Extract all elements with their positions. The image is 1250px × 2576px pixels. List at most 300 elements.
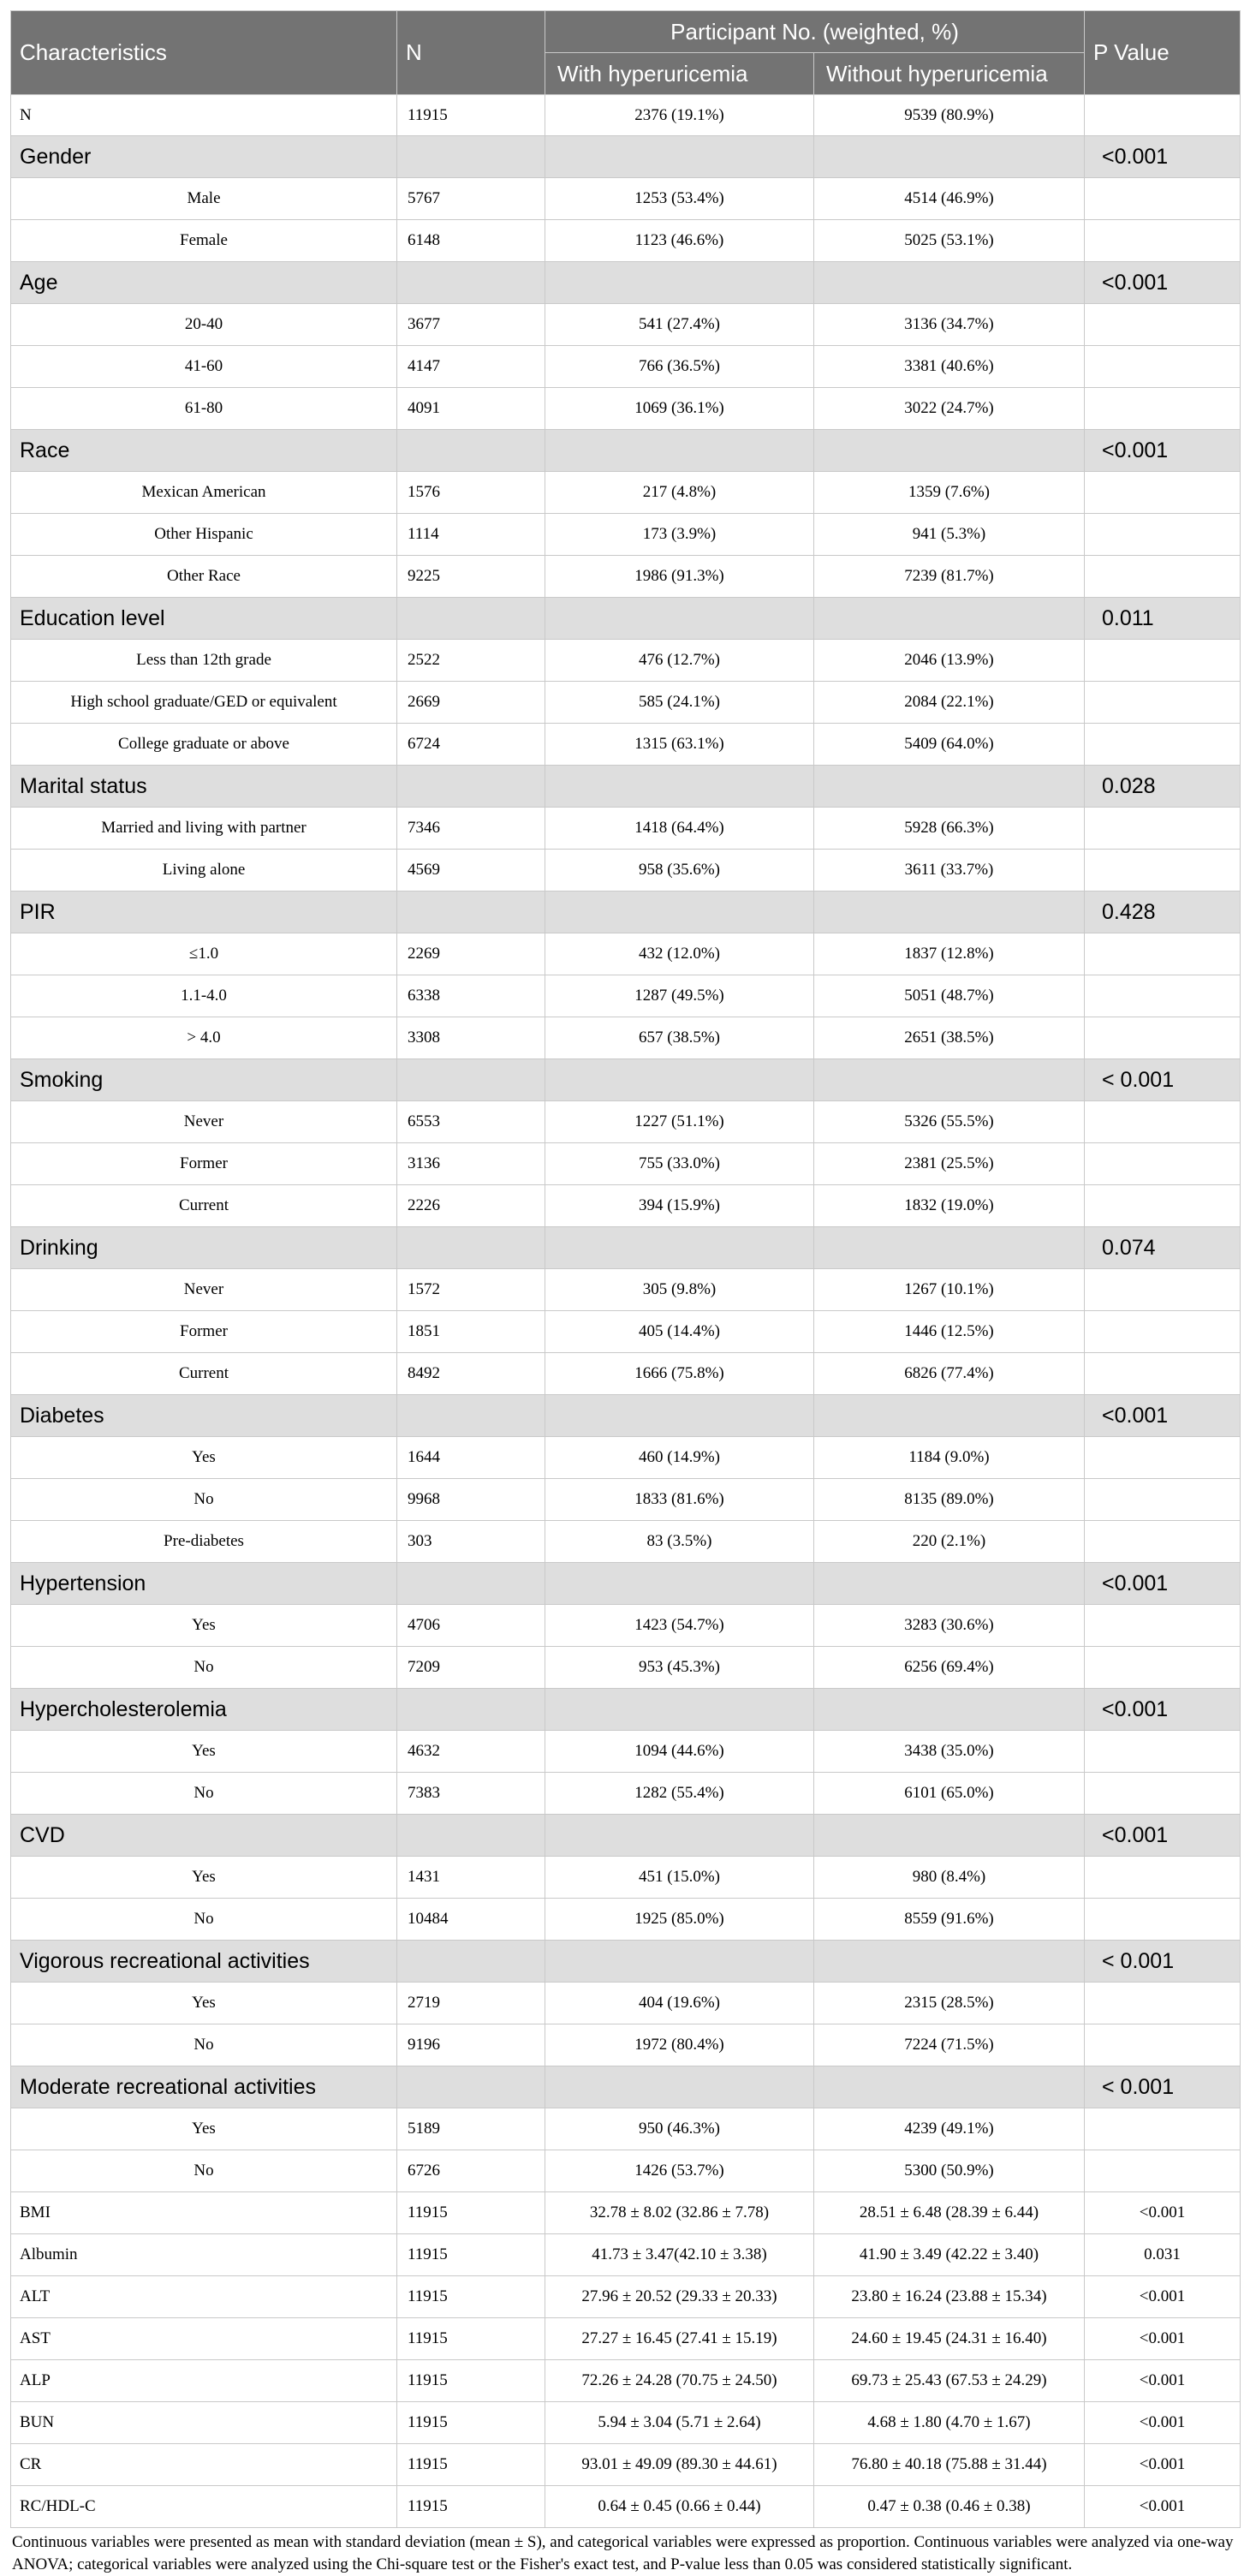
table-row xyxy=(11,2234,1241,2276)
table-row xyxy=(11,682,1241,724)
cell-n: 6553 xyxy=(397,1101,545,1143)
cell-p-value: <0.001 xyxy=(1085,2402,1241,2444)
cell-with xyxy=(545,1395,814,1437)
cell-characteristic: Current xyxy=(11,1185,397,1227)
cell-characteristic: High school graduate/GED or equivalent xyxy=(11,682,397,724)
cell-n xyxy=(397,766,545,808)
cell-characteristic: Male xyxy=(11,178,397,220)
cell-n xyxy=(397,262,545,304)
cell-characteristic: Female xyxy=(11,220,397,262)
characteristics-table xyxy=(10,10,1241,2528)
cell-without: 7224 (71.5%) xyxy=(814,2024,1085,2066)
cell-with: 1253 (53.4%) xyxy=(545,178,814,220)
cell-n xyxy=(397,598,545,640)
table-row xyxy=(11,2192,1241,2234)
cell-with: 755 (33.0%) xyxy=(545,1143,814,1185)
cell-n: 11915 xyxy=(397,95,545,136)
cell-p-value: <0.001 xyxy=(1085,2444,1241,2486)
table-row xyxy=(11,1647,1241,1689)
cell-p-value: <0.001 xyxy=(1085,262,1241,304)
section-label: Education level xyxy=(11,598,397,640)
cell-n: 11915 xyxy=(397,2318,545,2360)
cell-n: 4706 xyxy=(397,1605,545,1647)
cell-without: 2381 (25.5%) xyxy=(814,1143,1085,1185)
cell-with xyxy=(545,2066,814,2108)
cell-characteristic: ALP xyxy=(11,2360,397,2402)
cell-with xyxy=(545,1689,814,1731)
cell-without: 1184 (9.0%) xyxy=(814,1437,1085,1479)
cell-n: 3308 xyxy=(397,1017,545,1059)
section-label: CVD xyxy=(11,1815,397,1857)
cell-n xyxy=(397,1689,545,1731)
table-row xyxy=(11,1269,1241,1311)
cell-characteristic: Mexican American xyxy=(11,472,397,514)
cell-with xyxy=(545,598,814,640)
cell-n xyxy=(397,430,545,472)
cell-without: 23.80 ± 16.24 (23.88 ± 15.34) xyxy=(814,2276,1085,2318)
section-label: Hypercholesterolemia xyxy=(11,1689,397,1731)
table-row xyxy=(11,1605,1241,1647)
header-p-value: P Value xyxy=(1085,11,1241,95)
cell-with: 1227 (51.1%) xyxy=(545,1101,814,1143)
cell-with: 585 (24.1%) xyxy=(545,682,814,724)
header-characteristics: Characteristics xyxy=(11,11,397,95)
cell-with: 460 (14.9%) xyxy=(545,1437,814,1479)
cell-without: 2084 (22.1%) xyxy=(814,682,1085,724)
cell-without xyxy=(814,1689,1085,1731)
cell-p-value xyxy=(1085,1185,1241,1227)
cell-n: 9968 xyxy=(397,1479,545,1521)
table-row xyxy=(11,850,1241,891)
cell-with xyxy=(545,136,814,178)
table-row xyxy=(11,514,1241,556)
cell-without: 2651 (38.5%) xyxy=(814,1017,1085,1059)
cell-with: 173 (3.9%) xyxy=(545,514,814,556)
table-row xyxy=(11,220,1241,262)
cell-without: 1267 (10.1%) xyxy=(814,1269,1085,1311)
cell-characteristic: BUN xyxy=(11,2402,397,2444)
cell-without: 3136 (34.7%) xyxy=(814,304,1085,346)
section-row xyxy=(11,598,1241,640)
table-row xyxy=(11,1185,1241,1227)
cell-n: 1576 xyxy=(397,472,545,514)
cell-with: 72.26 ± 24.28 (70.75 ± 24.50) xyxy=(545,2360,814,2402)
cell-n: 2522 xyxy=(397,640,545,682)
cell-n: 7383 xyxy=(397,1773,545,1815)
cell-n: 4569 xyxy=(397,850,545,891)
cell-without xyxy=(814,262,1085,304)
cell-n xyxy=(397,1563,545,1605)
cell-n: 1114 xyxy=(397,514,545,556)
table-row xyxy=(11,2444,1241,2486)
cell-characteristic: No xyxy=(11,1899,397,1941)
cell-without xyxy=(814,766,1085,808)
cell-n xyxy=(397,136,545,178)
cell-without: 1832 (19.0%) xyxy=(814,1185,1085,1227)
cell-without xyxy=(814,430,1085,472)
cell-p-value xyxy=(1085,1899,1241,1941)
cell-characteristic: AST xyxy=(11,2318,397,2360)
cell-without: 5025 (53.1%) xyxy=(814,220,1085,262)
cell-n: 1431 xyxy=(397,1857,545,1899)
cell-characteristic: Less than 12th grade xyxy=(11,640,397,682)
cell-with: 1833 (81.6%) xyxy=(545,1479,814,1521)
section-label: Marital status xyxy=(11,766,397,808)
table-row xyxy=(11,1101,1241,1143)
cell-p-value xyxy=(1085,556,1241,598)
cell-with: 1925 (85.0%) xyxy=(545,1899,814,1941)
header-with-hyperuricemia: With hyperuricemia xyxy=(545,53,814,95)
cell-without xyxy=(814,1059,1085,1101)
cell-characteristic: 41-60 xyxy=(11,346,397,388)
header-without-hyperuricemia: Without hyperuricemia xyxy=(814,53,1085,95)
table-row xyxy=(11,1857,1241,1899)
cell-with: 32.78 ± 8.02 (32.86 ± 7.78) xyxy=(545,2192,814,2234)
cell-without: 7239 (81.7%) xyxy=(814,556,1085,598)
cell-with: 41.73 ± 3.47(42.10 ± 3.38) xyxy=(545,2234,814,2276)
cell-characteristic: Other Race xyxy=(11,556,397,598)
section-row xyxy=(11,262,1241,304)
cell-with: 1426 (53.7%) xyxy=(545,2150,814,2192)
section-label: Diabetes xyxy=(11,1395,397,1437)
cell-with: 1423 (54.7%) xyxy=(545,1605,814,1647)
cell-n: 7346 xyxy=(397,808,545,850)
cell-characteristic: Never xyxy=(11,1269,397,1311)
cell-characteristic: Other Hispanic xyxy=(11,514,397,556)
cell-n: 6148 xyxy=(397,220,545,262)
cell-p-value xyxy=(1085,1479,1241,1521)
cell-without: 8559 (91.6%) xyxy=(814,1899,1085,1941)
table-row xyxy=(11,304,1241,346)
cell-p-value: <0.001 xyxy=(1085,136,1241,178)
table-row xyxy=(11,472,1241,514)
cell-characteristic: Yes xyxy=(11,1857,397,1899)
cell-without xyxy=(814,2066,1085,2108)
table-body xyxy=(11,95,1241,2528)
cell-without: 941 (5.3%) xyxy=(814,514,1085,556)
cell-p-value: <0.001 xyxy=(1085,1689,1241,1731)
cell-without: 5051 (48.7%) xyxy=(814,975,1085,1017)
cell-n: 1851 xyxy=(397,1311,545,1353)
cell-with: 950 (46.3%) xyxy=(545,2108,814,2150)
table-row xyxy=(11,346,1241,388)
cell-with: 1418 (64.4%) xyxy=(545,808,814,850)
section-label: Race xyxy=(11,430,397,472)
cell-characteristic: 1.1-4.0 xyxy=(11,975,397,1017)
cell-without: 4.68 ± 1.80 (4.70 ± 1.67) xyxy=(814,2402,1085,2444)
table-row xyxy=(11,95,1241,136)
cell-characteristic: Living alone xyxy=(11,850,397,891)
cell-n: 5767 xyxy=(397,178,545,220)
cell-p-value: <0.001 xyxy=(1085,2192,1241,2234)
section-row xyxy=(11,2066,1241,2108)
cell-without: 1359 (7.6%) xyxy=(814,472,1085,514)
header-n: N xyxy=(397,11,545,95)
table-row xyxy=(11,1143,1241,1185)
cell-characteristic: 20-40 xyxy=(11,304,397,346)
cell-without: 24.60 ± 19.45 (24.31 ± 16.40) xyxy=(814,2318,1085,2360)
cell-n: 4147 xyxy=(397,346,545,388)
table-row xyxy=(11,724,1241,766)
cell-p-value: 0.074 xyxy=(1085,1227,1241,1269)
cell-p-value xyxy=(1085,388,1241,430)
cell-with: 1282 (55.4%) xyxy=(545,1773,814,1815)
cell-characteristic: Yes xyxy=(11,1605,397,1647)
cell-without: 76.80 ± 40.18 (75.88 ± 31.44) xyxy=(814,2444,1085,2486)
cell-without xyxy=(814,891,1085,933)
section-row xyxy=(11,136,1241,178)
cell-without xyxy=(814,1563,1085,1605)
cell-n: 9225 xyxy=(397,556,545,598)
table-row xyxy=(11,1311,1241,1353)
cell-characteristic: ≤1.0 xyxy=(11,933,397,975)
cell-with xyxy=(545,1227,814,1269)
cell-n: 3136 xyxy=(397,1143,545,1185)
cell-n: 11915 xyxy=(397,2444,545,2486)
cell-p-value: 0.028 xyxy=(1085,766,1241,808)
cell-p-value xyxy=(1085,682,1241,724)
section-label: Gender xyxy=(11,136,397,178)
section-label: PIR xyxy=(11,891,397,933)
cell-p-value xyxy=(1085,346,1241,388)
cell-p-value xyxy=(1085,850,1241,891)
cell-characteristic: No xyxy=(11,1773,397,1815)
cell-without: 220 (2.1%) xyxy=(814,1521,1085,1563)
cell-with xyxy=(545,262,814,304)
section-label: Smoking xyxy=(11,1059,397,1101)
cell-n: 4091 xyxy=(397,388,545,430)
cell-without: 4239 (49.1%) xyxy=(814,2108,1085,2150)
cell-n: 8492 xyxy=(397,1353,545,1395)
cell-without: 2046 (13.9%) xyxy=(814,640,1085,682)
cell-without xyxy=(814,1815,1085,1857)
cell-n: 6724 xyxy=(397,724,545,766)
cell-p-value xyxy=(1085,1521,1241,1563)
table-row xyxy=(11,1521,1241,1563)
table-header xyxy=(11,11,1241,95)
cell-with: 0.64 ± 0.45 (0.66 ± 0.44) xyxy=(545,2486,814,2528)
cell-without: 3283 (30.6%) xyxy=(814,1605,1085,1647)
cell-without: 8135 (89.0%) xyxy=(814,1479,1085,1521)
cell-with xyxy=(545,430,814,472)
cell-p-value xyxy=(1085,640,1241,682)
cell-p-value: < 0.001 xyxy=(1085,1941,1241,1983)
section-row xyxy=(11,1689,1241,1731)
cell-p-value xyxy=(1085,1983,1241,2024)
cell-n: 3677 xyxy=(397,304,545,346)
cell-characteristic: No xyxy=(11,1479,397,1521)
table-row xyxy=(11,1899,1241,1941)
cell-characteristic: Pre-diabetes xyxy=(11,1521,397,1563)
table-row xyxy=(11,1479,1241,1521)
cell-without xyxy=(814,136,1085,178)
cell-n: 6338 xyxy=(397,975,545,1017)
cell-n: 1644 xyxy=(397,1437,545,1479)
section-row xyxy=(11,766,1241,808)
cell-n: 11915 xyxy=(397,2192,545,2234)
cell-with xyxy=(545,1941,814,1983)
cell-with xyxy=(545,891,814,933)
cell-with: 451 (15.0%) xyxy=(545,1857,814,1899)
cell-p-value xyxy=(1085,2108,1241,2150)
cell-without xyxy=(814,1227,1085,1269)
cell-with: 953 (45.3%) xyxy=(545,1647,814,1689)
cell-with: 476 (12.7%) xyxy=(545,640,814,682)
cell-without: 980 (8.4%) xyxy=(814,1857,1085,1899)
cell-with: 27.96 ± 20.52 (29.33 ± 20.33) xyxy=(545,2276,814,2318)
cell-n xyxy=(397,891,545,933)
cell-characteristic: Albumin xyxy=(11,2234,397,2276)
cell-with: 766 (36.5%) xyxy=(545,346,814,388)
cell-p-value: < 0.001 xyxy=(1085,2066,1241,2108)
cell-with: 83 (3.5%) xyxy=(545,1521,814,1563)
cell-p-value xyxy=(1085,1437,1241,1479)
cell-characteristic: Yes xyxy=(11,1437,397,1479)
cell-with xyxy=(545,766,814,808)
cell-n: 2719 xyxy=(397,1983,545,2024)
cell-without: 5300 (50.9%) xyxy=(814,2150,1085,2192)
cell-p-value xyxy=(1085,1773,1241,1815)
cell-characteristic: BMI xyxy=(11,2192,397,2234)
cell-with: 2376 (19.1%) xyxy=(545,95,814,136)
table-row xyxy=(11,556,1241,598)
cell-p-value xyxy=(1085,2024,1241,2066)
cell-with: 541 (27.4%) xyxy=(545,304,814,346)
cell-p-value xyxy=(1085,1605,1241,1647)
cell-p-value xyxy=(1085,514,1241,556)
cell-with: 1123 (46.6%) xyxy=(545,220,814,262)
cell-without: 1446 (12.5%) xyxy=(814,1311,1085,1353)
cell-with xyxy=(545,1059,814,1101)
cell-p-value xyxy=(1085,975,1241,1017)
cell-with: 1986 (91.3%) xyxy=(545,556,814,598)
section-row xyxy=(11,1059,1241,1101)
cell-p-value xyxy=(1085,95,1241,136)
table-row xyxy=(11,2318,1241,2360)
cell-with: 93.01 ± 49.09 (89.30 ± 44.61) xyxy=(545,2444,814,2486)
table-row xyxy=(11,178,1241,220)
cell-n: 11915 xyxy=(397,2234,545,2276)
cell-p-value xyxy=(1085,304,1241,346)
table-container xyxy=(10,10,1240,2576)
cell-characteristic: > 4.0 xyxy=(11,1017,397,1059)
cell-p-value xyxy=(1085,2150,1241,2192)
cell-n: 2669 xyxy=(397,682,545,724)
cell-without: 3438 (35.0%) xyxy=(814,1731,1085,1773)
table-row xyxy=(11,2150,1241,2192)
header-participant-group: Participant No. (weighted, %) xyxy=(545,11,1085,53)
cell-with: 657 (38.5%) xyxy=(545,1017,814,1059)
cell-with: 305 (9.8%) xyxy=(545,1269,814,1311)
cell-characteristic: Former xyxy=(11,1143,397,1185)
cell-without: 5326 (55.5%) xyxy=(814,1101,1085,1143)
cell-characteristic: Married and living with partner xyxy=(11,808,397,850)
cell-p-value xyxy=(1085,178,1241,220)
section-row xyxy=(11,891,1241,933)
cell-n xyxy=(397,1815,545,1857)
cell-without: 9539 (80.9%) xyxy=(814,95,1085,136)
cell-p-value: <0.001 xyxy=(1085,2276,1241,2318)
table-row xyxy=(11,2360,1241,2402)
cell-n: 11915 xyxy=(397,2276,545,2318)
cell-characteristic: RC/HDL-C xyxy=(11,2486,397,2528)
cell-p-value xyxy=(1085,724,1241,766)
table-row xyxy=(11,388,1241,430)
cell-n: 9196 xyxy=(397,2024,545,2066)
cell-n: 4632 xyxy=(397,1731,545,1773)
cell-p-value xyxy=(1085,1311,1241,1353)
section-label: Age xyxy=(11,262,397,304)
table-row xyxy=(11,1731,1241,1773)
section-label: Moderate recreational activities xyxy=(11,2066,397,2108)
cell-n xyxy=(397,1395,545,1437)
cell-with xyxy=(545,1563,814,1605)
cell-n xyxy=(397,1941,545,1983)
cell-n xyxy=(397,1227,545,1269)
cell-without: 6826 (77.4%) xyxy=(814,1353,1085,1395)
table-row xyxy=(11,2276,1241,2318)
cell-n: 2226 xyxy=(397,1185,545,1227)
table-footnote: Continuous variables were presented as mean with standard deviation (mean ± S), and categorical variables were expressed as proportion. Continuous variables were analyzed via one-way ANOVA; categorical variables were analyzed using the Chi-square test or the Fisher's exact test, and P-value less than 0.05 was considered statistically significant. xyxy=(12,2533,1234,2573)
cell-n: 6726 xyxy=(397,2150,545,2192)
cell-without: 5409 (64.0%) xyxy=(814,724,1085,766)
table-row xyxy=(11,640,1241,682)
cell-without: 3611 (33.7%) xyxy=(814,850,1085,891)
cell-with: 405 (14.4%) xyxy=(545,1311,814,1353)
section-row xyxy=(11,1815,1241,1857)
cell-characteristic: CR xyxy=(11,2444,397,2486)
cell-p-value xyxy=(1085,1647,1241,1689)
cell-n: 303 xyxy=(397,1521,545,1563)
cell-without: 28.51 ± 6.48 (28.39 ± 6.44) xyxy=(814,2192,1085,2234)
cell-without: 2315 (28.5%) xyxy=(814,1983,1085,2024)
cell-p-value xyxy=(1085,1143,1241,1185)
cell-p-value: <0.001 xyxy=(1085,2360,1241,2402)
cell-p-value xyxy=(1085,1353,1241,1395)
cell-characteristic: Yes xyxy=(11,2108,397,2150)
cell-p-value: <0.001 xyxy=(1085,430,1241,472)
cell-without: 5928 (66.3%) xyxy=(814,808,1085,850)
cell-characteristic: Yes xyxy=(11,1983,397,2024)
cell-p-value xyxy=(1085,1269,1241,1311)
cell-p-value xyxy=(1085,933,1241,975)
cell-characteristic: N xyxy=(11,95,397,136)
cell-without xyxy=(814,1941,1085,1983)
cell-p-value xyxy=(1085,1731,1241,1773)
cell-without: 0.47 ± 0.38 (0.46 ± 0.38) xyxy=(814,2486,1085,2528)
cell-with: 1315 (63.1%) xyxy=(545,724,814,766)
cell-n: 11915 xyxy=(397,2360,545,2402)
table-row xyxy=(11,1983,1241,2024)
section-row xyxy=(11,430,1241,472)
cell-with xyxy=(545,1815,814,1857)
cell-characteristic: Yes xyxy=(11,1731,397,1773)
cell-without xyxy=(814,598,1085,640)
table-row xyxy=(11,1017,1241,1059)
cell-p-value: <0.001 xyxy=(1085,2318,1241,2360)
cell-p-value: < 0.001 xyxy=(1085,1059,1241,1101)
cell-without: 69.73 ± 25.43 (67.53 ± 24.29) xyxy=(814,2360,1085,2402)
cell-n: 1572 xyxy=(397,1269,545,1311)
table-row xyxy=(11,2024,1241,2066)
cell-without: 41.90 ± 3.49 (42.22 ± 3.40) xyxy=(814,2234,1085,2276)
cell-without: 6101 (65.0%) xyxy=(814,1773,1085,1815)
cell-with: 217 (4.8%) xyxy=(545,472,814,514)
table-row xyxy=(11,2108,1241,2150)
cell-n: 2269 xyxy=(397,933,545,975)
cell-n: 11915 xyxy=(397,2486,545,2528)
cell-p-value: 0.428 xyxy=(1085,891,1241,933)
